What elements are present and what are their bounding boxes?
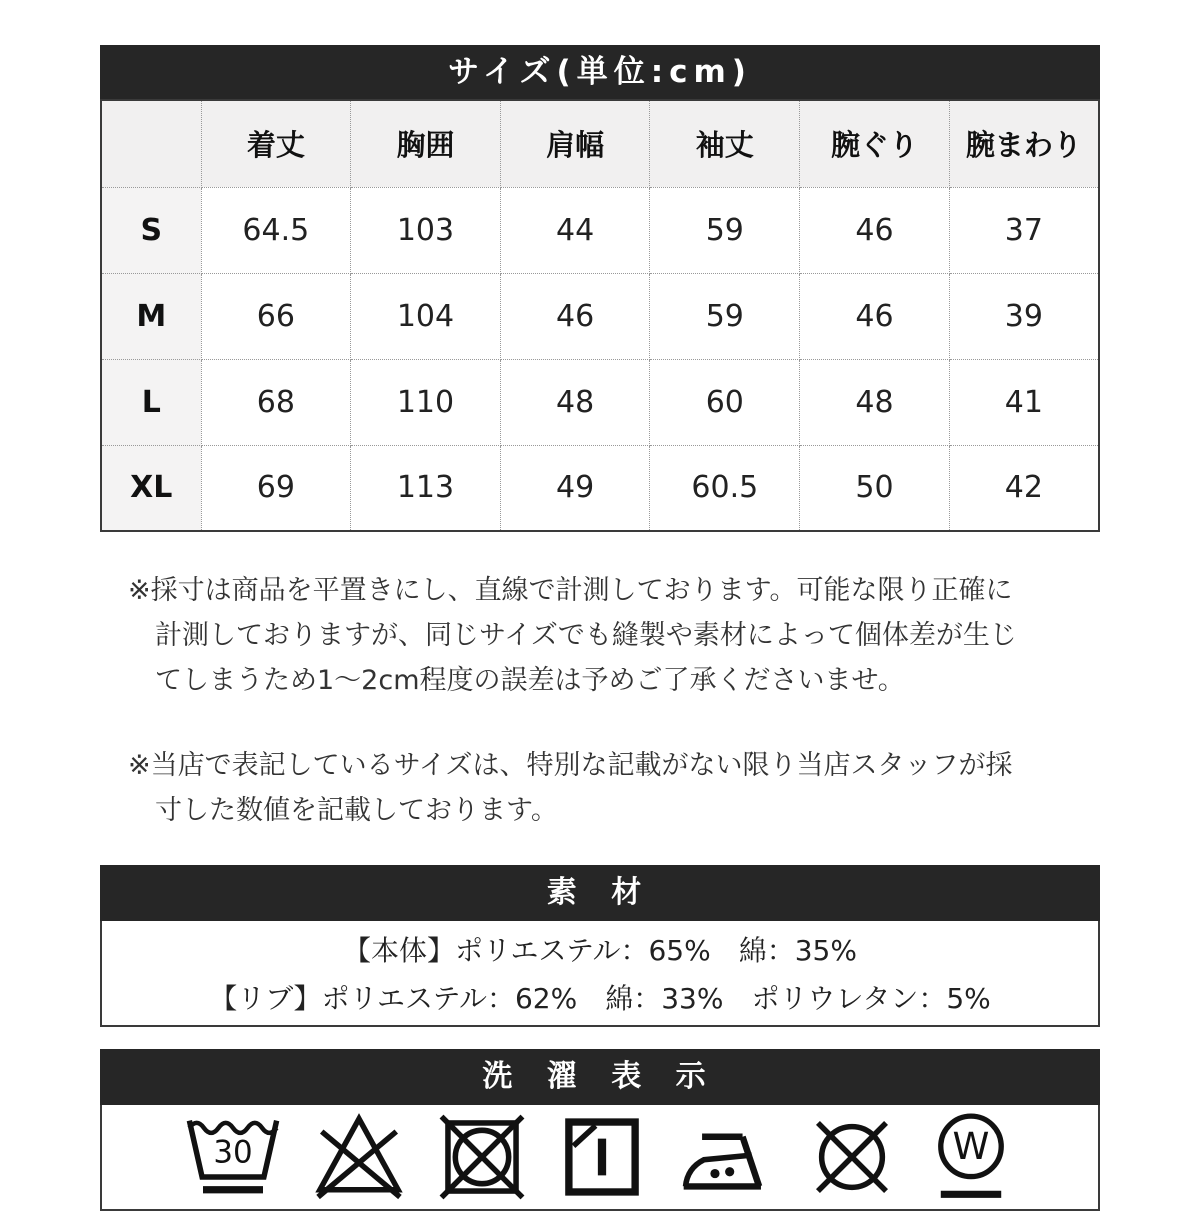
cell-value: 46 — [500, 273, 650, 359]
cell-value: 60.5 — [650, 445, 800, 531]
size-label: L — [101, 359, 201, 445]
do-not-bleach-icon — [309, 1111, 409, 1203]
cell-value: 66 — [201, 273, 351, 359]
measurement-notes — [100, 568, 1060, 833]
table-row-size-m — [101, 273, 1099, 359]
material-main-fabric: 【本体】ポリエステル：65% 綿：35% — [343, 934, 857, 967]
cell-value: 113 — [351, 445, 501, 531]
care-title-bar — [100, 1049, 1100, 1105]
size-label: S — [101, 187, 201, 273]
table-row-size-l — [101, 359, 1099, 445]
size-section-title-bar — [100, 45, 1100, 99]
column-header-chest: 胸囲 — [351, 100, 501, 187]
material-title: 素 材 — [546, 875, 654, 910]
note-staff-measured: ※当店で表記しているサイズは、特別な記載がない限り当店スタッフが採寸した数値を記載しております。 — [128, 750, 1013, 826]
cell-value: 41 — [949, 359, 1099, 445]
material-content — [100, 921, 1100, 1027]
care-symbols-row — [100, 1105, 1100, 1211]
size-table — [100, 99, 1100, 532]
cell-value: 68 — [201, 359, 351, 445]
material-section — [100, 865, 1100, 1027]
do-not-tumble-dry-icon — [434, 1111, 530, 1203]
cell-value: 46 — [800, 187, 950, 273]
iron-medium-two-dots-icon — [674, 1111, 778, 1203]
cell-value: 48 — [500, 359, 650, 445]
cell-value: 42 — [949, 445, 1099, 531]
column-header-arm-width: 腕まわり — [949, 100, 1099, 187]
care-title: 洗 濯 表 示 — [482, 1059, 718, 1094]
material-rib-fabric: 【リブ】ポリエステル：62% 綿：33% ポリウレタン：5% — [209, 982, 991, 1015]
cell-value: 44 — [500, 187, 650, 273]
size-label: XL — [101, 445, 201, 531]
table-row-size-xl — [101, 445, 1099, 531]
cell-value: 103 — [351, 187, 501, 273]
cell-value: 69 — [201, 445, 351, 531]
wet-clean-gentle-icon — [925, 1109, 1017, 1205]
column-header-sleeve: 袖丈 — [650, 100, 800, 187]
note-measurement-disclaimer: ※採寸は商品を平置きにし、直線で計測しております。可能な限り正確に計測しておりますが、同じサイズでも縫製や素材によって個体差が生じてしまうため1〜2cm程度の誤差は予めご了承くださいませ。 — [128, 575, 1017, 696]
cell-value: 48 — [800, 359, 950, 445]
cell-value: 46 — [800, 273, 950, 359]
column-header-armhole: 腕ぐり — [800, 100, 950, 187]
material-title-bar — [100, 865, 1100, 921]
cell-value: 104 — [351, 273, 501, 359]
wash-temp-label: 30 — [213, 1134, 253, 1171]
cell-value: 49 — [500, 445, 650, 531]
do-not-dry-clean-icon — [804, 1111, 900, 1203]
cell-value: 60 — [650, 359, 800, 445]
dry-in-shade-icon — [556, 1111, 648, 1203]
wet-clean-label: W — [952, 1123, 990, 1168]
column-header-shoulder: 肩幅 — [500, 100, 650, 187]
cell-value: 50 — [800, 445, 950, 531]
size-section-title: サイズ(単位:cm) — [448, 54, 752, 90]
table-row-size-s — [101, 187, 1099, 273]
cell-value: 110 — [351, 359, 501, 445]
cell-value: 39 — [949, 273, 1099, 359]
care-section — [100, 1049, 1100, 1211]
size-table-header-row — [101, 100, 1099, 187]
cell-value: 37 — [949, 187, 1099, 273]
cell-value: 64.5 — [201, 187, 351, 273]
size-table-corner-cell — [101, 100, 201, 187]
wash-30-gentle-icon — [183, 1111, 283, 1203]
cell-value: 59 — [650, 187, 800, 273]
content-column — [100, 45, 1100, 1211]
column-header-body-length: 着丈 — [201, 100, 351, 187]
cell-value: 59 — [650, 273, 800, 359]
size-label: M — [101, 273, 201, 359]
